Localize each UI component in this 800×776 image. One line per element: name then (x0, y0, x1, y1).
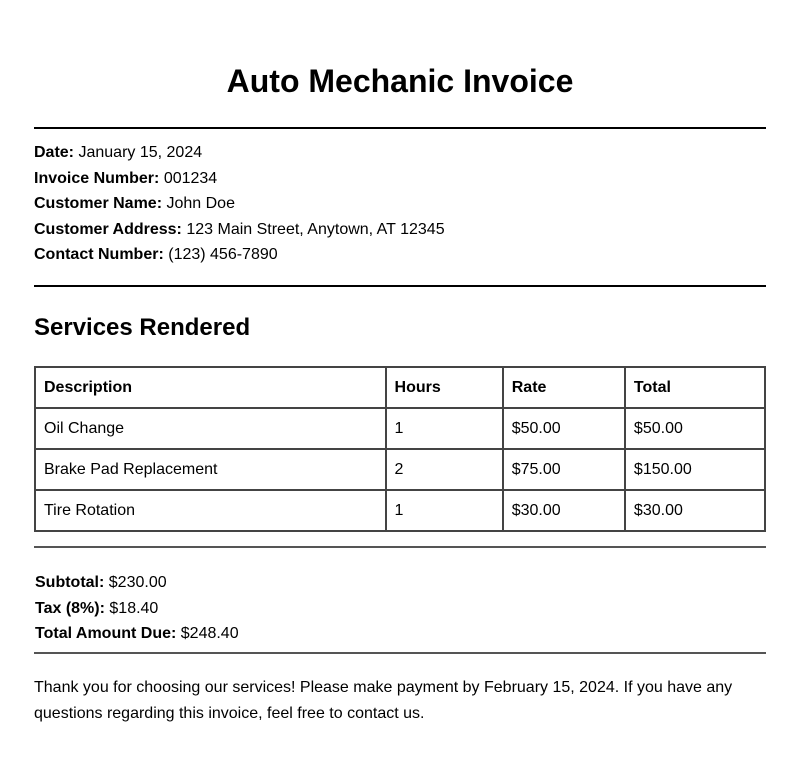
thank-you-message: Thank you for choosing our services! Please make payment by February 15, 2024. If you have any questions regarding this invoice, feel free to contact us. (34, 679, 733, 722)
subtotal-row (35, 570, 239, 596)
table-row (35, 490, 765, 531)
column-header-description: Description (35, 367, 386, 408)
totals-value: $230.00 (108, 574, 167, 591)
detail-label: Contact Number: (34, 246, 164, 263)
detail-customer-name (34, 191, 445, 217)
detail-label: Customer Address: (34, 220, 182, 238)
table-row (35, 408, 765, 449)
column-header-hours: Hours (386, 367, 503, 408)
column-header-total: Total (625, 367, 765, 408)
table-row (35, 449, 765, 490)
detail-label: Customer Name: (34, 195, 163, 212)
totals-value: $248.40 (180, 625, 239, 642)
detail-value: 001234 (163, 169, 218, 187)
detail-value: January 15, 2024 (78, 144, 203, 161)
cell-hours: 1 (386, 408, 503, 449)
cell-total: $150.00 (625, 449, 765, 490)
totals-label: Subtotal: (35, 574, 105, 591)
cell-rate: $75.00 (503, 449, 625, 490)
table-header-row (35, 367, 765, 408)
services-table (34, 366, 766, 532)
cell-description: Oil Change (35, 408, 386, 449)
detail-value: 123 Main Street, Anytown, AT 12345 (186, 220, 445, 238)
detail-value: (123) 456-7890 (168, 246, 278, 263)
column-header-rate: Rate (503, 367, 625, 408)
cell-description: Tire Rotation (35, 490, 386, 531)
detail-invoice-number (34, 166, 445, 192)
detail-date (34, 140, 445, 166)
invoice-details (34, 140, 445, 268)
cell-rate: $50.00 (503, 408, 625, 449)
totals-block (35, 570, 239, 647)
cell-rate: $30.00 (503, 490, 625, 531)
tax-row (35, 596, 239, 622)
detail-value: John Doe (166, 195, 235, 212)
totals-divider (34, 652, 766, 654)
total-due-row (35, 621, 239, 647)
services-heading: Services Rendered (34, 314, 251, 341)
detail-label: Date: (34, 144, 75, 161)
cell-hours: 2 (386, 449, 503, 490)
header-divider (34, 127, 766, 129)
totals-label: Tax (8%): (35, 599, 105, 617)
totals-value: $18.40 (109, 599, 159, 617)
detail-label: Invoice Number: (34, 169, 160, 187)
detail-contact-number (34, 242, 445, 268)
totals-label: Total Amount Due: (35, 625, 177, 642)
details-divider (34, 285, 766, 287)
cell-hours: 1 (386, 490, 503, 531)
cell-total: $30.00 (625, 490, 765, 531)
invoice-title: Auto Mechanic Invoice (226, 63, 574, 99)
cell-total: $50.00 (625, 408, 765, 449)
detail-customer-address (34, 217, 445, 243)
table-divider (34, 546, 766, 548)
cell-description: Brake Pad Replacement (35, 449, 386, 490)
